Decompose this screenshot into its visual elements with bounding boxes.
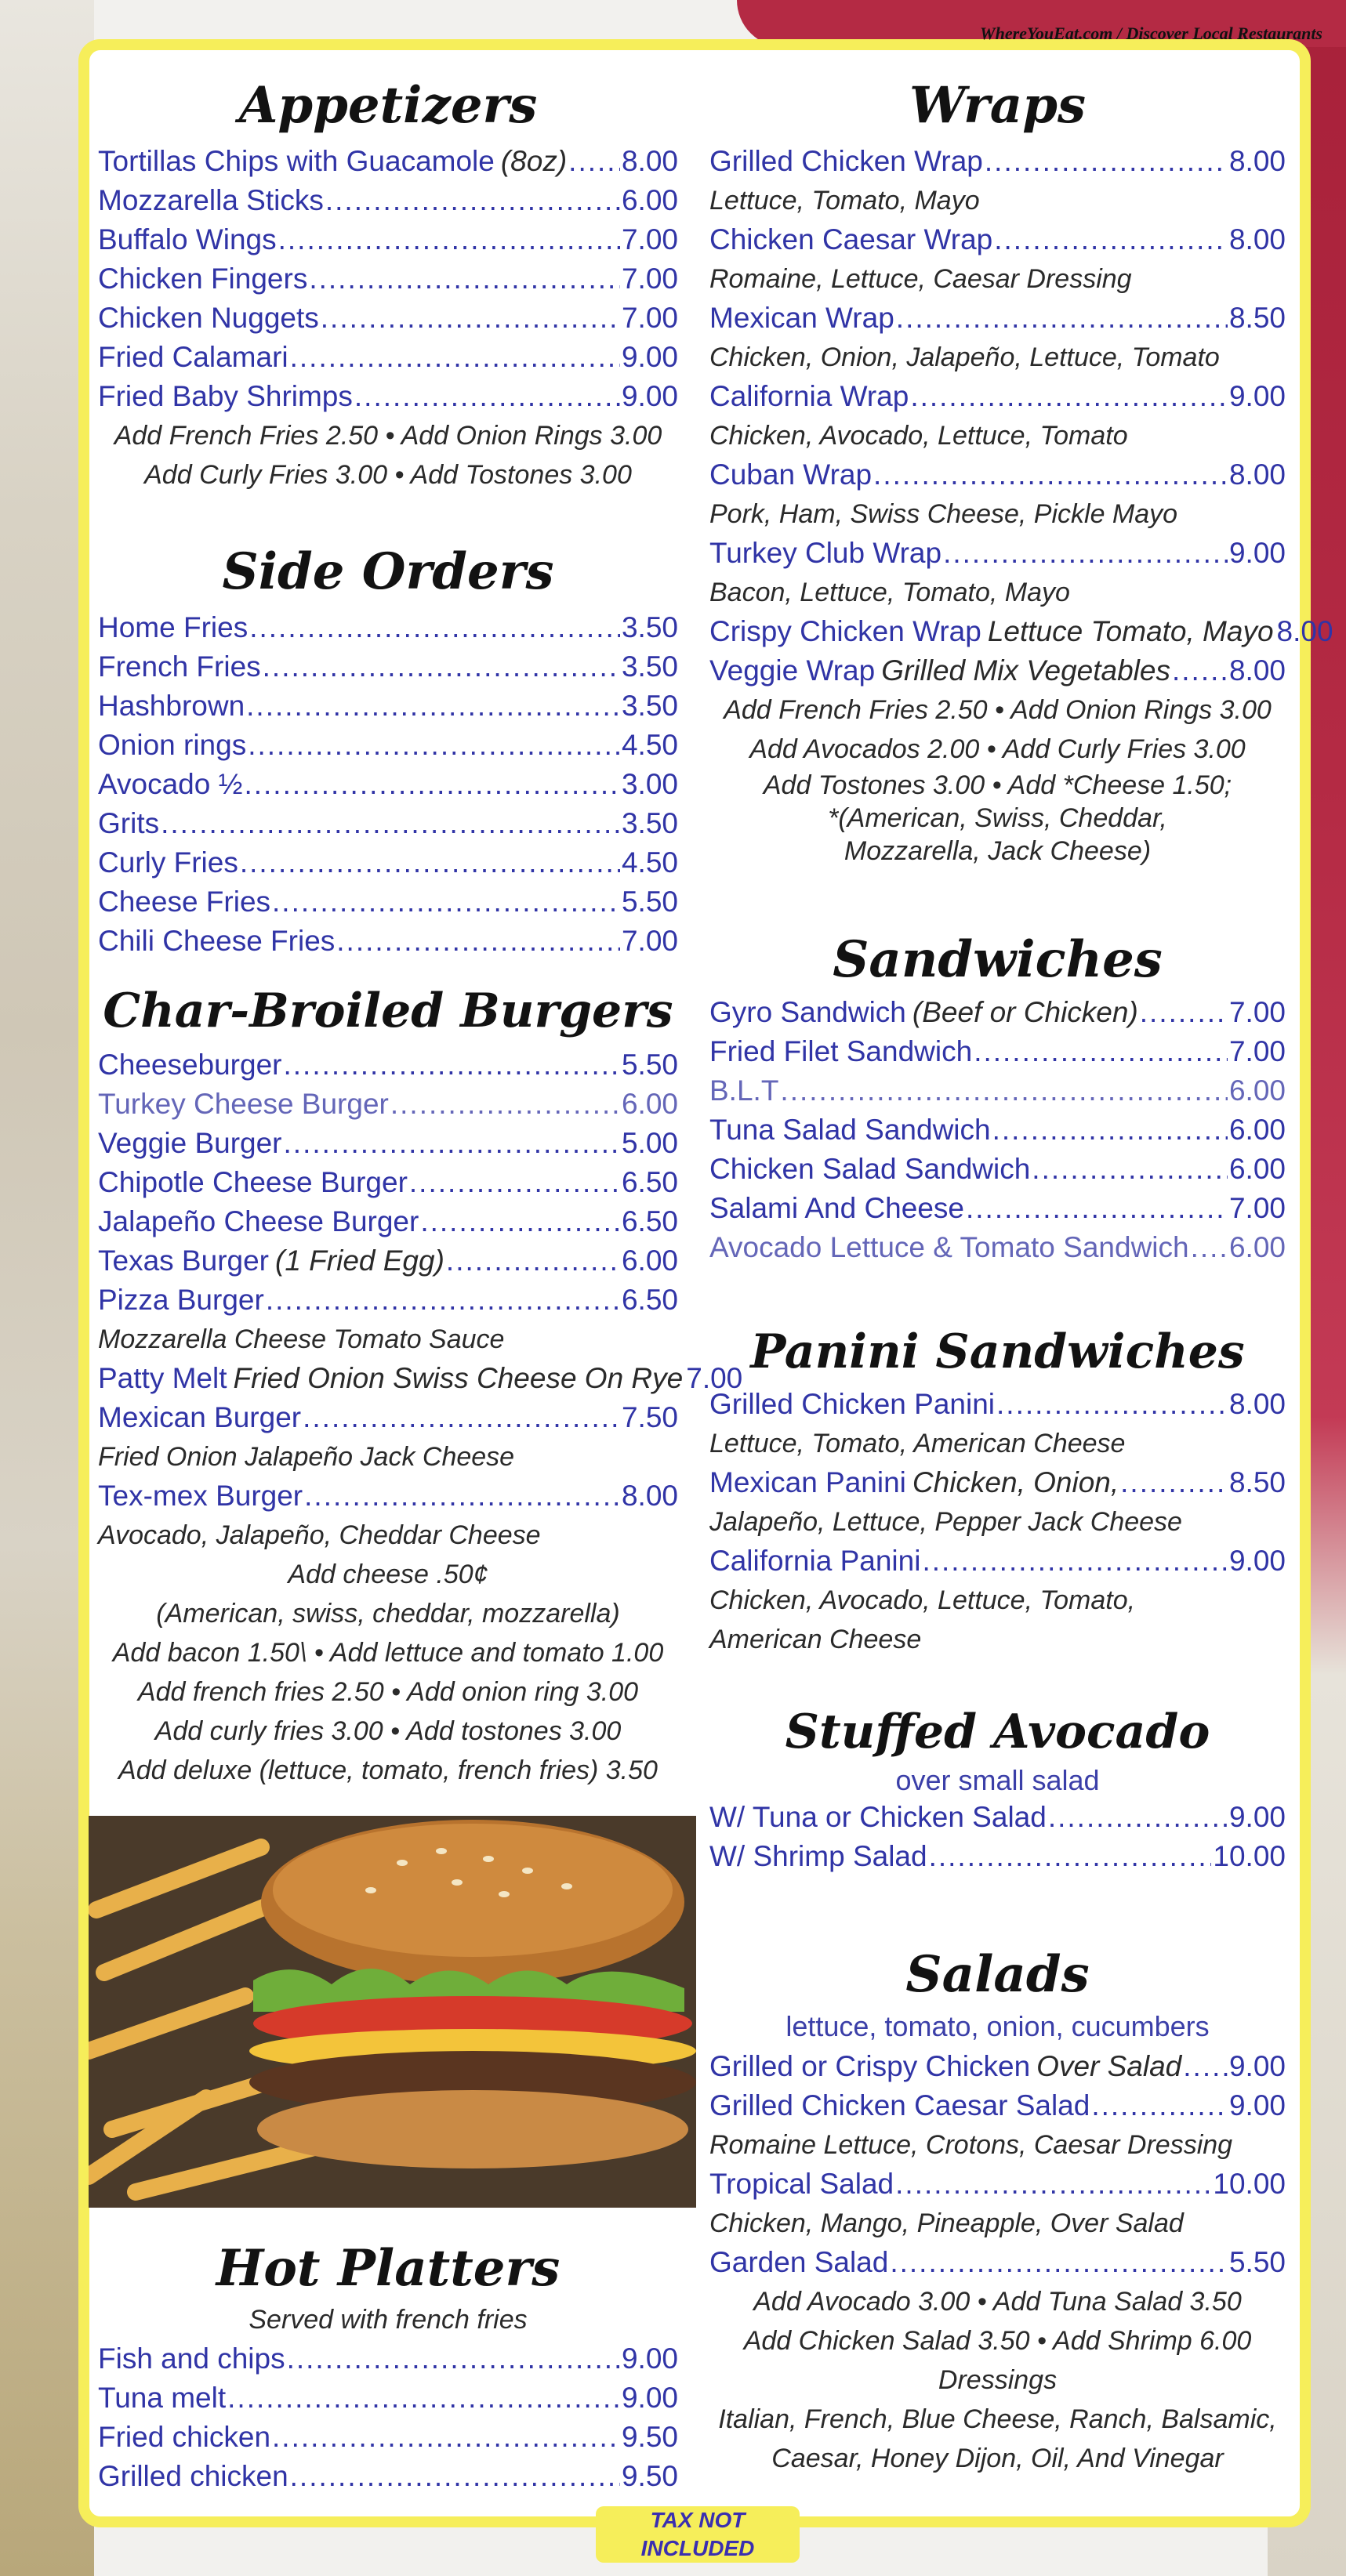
- menu-item: Crispy Chicken Wrap Lettuce Tomato, Mayo 8.00: [709, 615, 1333, 647]
- item-description: Chicken, Avocado, Lettuce, Tomato,: [709, 1585, 1136, 1615]
- addon-note: Add french fries 2.50 • Add onion ring 3.00: [137, 1677, 639, 1707]
- item-description: Bacon, Lettuce, Tomato, Mayo: [709, 578, 1070, 607]
- menu-item: Gyro Sandwich (Beef or Chicken) ..... 7.00: [709, 993, 1286, 1032]
- menu-item: Home Fries ..... 3.50: [98, 608, 678, 647]
- menu-item: Cheese Fries ..... 5.50: [98, 882, 678, 922]
- section-subtitle: Served with french fries: [249, 2305, 528, 2335]
- item-description: Lettuce, Tomato, Mayo: [709, 186, 980, 216]
- menu-item: Grilled or Crispy Chicken Over Salad ..... 9.00: [709, 2047, 1286, 2086]
- menu-item: Mexican Burger ..... 7.50: [98, 1398, 678, 1437]
- addon-note: Add Curly Fries 3.00 • Add Tostones 3.00: [144, 460, 632, 490]
- panini-section: [709, 1321, 1286, 1659]
- menu-item: Mozzarella Sticks ..... 6.00: [98, 181, 678, 220]
- menu-item: California Panini ..... 9.00: [709, 1542, 1286, 1581]
- menu-item: Veggie Wrap Grilled Mix Vegetables ..... 8.00: [709, 651, 1286, 690]
- section-title: Panini Sandwiches: [750, 1324, 1245, 1379]
- dressings-list: Caesar, Honey Dijon, Oil, And Vinegar: [771, 2444, 1224, 2473]
- menu-item: Buffalo Wings ..... 7.00: [98, 220, 678, 259]
- addon-note: Add Avocado 3.00 • Add Tuna Salad 3.50: [753, 2287, 1242, 2317]
- watermark: WhereYouEat.com / Discover Local Restaurants: [980, 24, 1322, 43]
- section-subtitle: over small salad: [895, 1764, 1100, 1796]
- menu-item: Mexican Panini Chicken, Onion, ..... 8.50: [709, 1463, 1286, 1502]
- menu-item: Chicken Fingers ..... 7.00: [98, 259, 678, 299]
- menu-item: Chili Cheese Fries ..... 7.00: [98, 922, 678, 961]
- menu-item: Turkey Cheese Burger ..... 6.00: [98, 1085, 678, 1124]
- section-title: Wraps: [909, 76, 1086, 135]
- addon-note: Add Tostones 3.00 • Add *Cheese 1.50;: [763, 770, 1232, 800]
- menu-item: Grilled Chicken Wrap ..... 8.00: [709, 142, 1286, 181]
- dressings-heading: Dressings: [938, 2365, 1058, 2395]
- menu-item: W/ Tuna or Chicken Salad ..... 9.00: [709, 1798, 1286, 1837]
- menu-item: Texas Burger (1 Fried Egg) ..... 6.00: [98, 1241, 678, 1281]
- menu-item: Tortillas Chips with Guacamole (8oz) ..... 8.00: [98, 142, 678, 181]
- menu-item: Fried chicken ..... 9.50: [98, 2418, 678, 2457]
- item-description: Jalapeño, Lettuce, Pepper Jack Cheese: [709, 1507, 1182, 1537]
- section-title: Stuffed Avocado: [785, 1705, 1210, 1759]
- menu-item: Chicken Nuggets ..... 7.00: [98, 299, 678, 338]
- section-title: Salads: [905, 1945, 1090, 2004]
- section-title: Char-Broiled Burgers: [103, 984, 673, 1038]
- menu-item: Tuna melt ..... 9.00: [98, 2379, 678, 2418]
- item-description: Chicken, Avocado, Lettuce, Tomato: [709, 421, 1128, 451]
- menu-item: B.L.T ..... 6.00: [709, 1071, 1286, 1110]
- burgers-section: [98, 980, 743, 1790]
- menu-item: Chicken Salad Sandwich ..... 6.00: [709, 1150, 1286, 1189]
- menu-item: Onion rings ..... 4.50: [98, 726, 678, 765]
- menu-item: Avocado ½ ..... 3.00: [98, 765, 678, 804]
- menu-item: Mexican Wrap ..... 8.50: [709, 299, 1286, 338]
- sandwiches-section: [709, 929, 1286, 1267]
- item-description: Romaine, Lettuce, Caesar Dressing: [709, 264, 1132, 294]
- addon-note: (American, swiss, cheddar, mozzarella): [156, 1599, 620, 1629]
- menu-item: Pizza Burger ..... 6.50: [98, 1281, 678, 1320]
- menu-item: Fish and chips ..... 9.00: [98, 2339, 678, 2379]
- burger-illustration: [89, 1816, 696, 2208]
- menu-item: Grilled Chicken Caesar Salad ..... 9.00: [709, 2086, 1286, 2125]
- menu-item: Fried Filet Sandwich ..... 7.00: [709, 1032, 1286, 1071]
- addon-note: Add Chicken Salad 3.50 • Add Shrimp 6.00: [743, 2326, 1252, 2356]
- salads-section: [709, 1944, 1286, 2478]
- hot-platters-section: [98, 2237, 678, 2496]
- menu-item: Cheeseburger ..... 5.50: [98, 1045, 678, 1085]
- menu-item: Chicken Caesar Wrap ..... 8.00: [709, 220, 1286, 259]
- menu-item: Tropical Salad ..... 10.00: [709, 2165, 1286, 2204]
- menu-item: Patty Melt Fried Onion Swiss Cheese On Rye 7.00: [98, 1362, 743, 1394]
- addon-note: Add deluxe (lettuce, tomato, french fries) 3.50: [118, 1755, 658, 1785]
- addon-note: Mozzarella, Jack Cheese): [844, 836, 1152, 866]
- menu-item: Tuna Salad Sandwich ..... 6.00: [709, 1110, 1286, 1150]
- section-subtitle: lettuce, tomato, onion, cucumbers: [785, 2010, 1210, 2042]
- item-description: Chicken, Mango, Pineapple, Over Salad: [709, 2208, 1184, 2238]
- addon-note: Add bacon 1.50\ • Add lettuce and tomato 1.00: [112, 1638, 664, 1668]
- menu-item: Tex-mex Burger ..... 8.00: [98, 1476, 678, 1516]
- menu-item: Fried Baby Shrimps ..... 9.00: [98, 377, 678, 416]
- menu-item: Hashbrown ..... 3.50: [98, 687, 678, 726]
- tax-notice: TAX NOT INCLUDED: [596, 2506, 800, 2563]
- wraps-section: [709, 74, 1333, 868]
- stuffed-avocado-section: [709, 1701, 1286, 1876]
- menu-item: Salami And Cheese ..... 7.00: [709, 1189, 1286, 1228]
- menu-item: California Wrap ..... 9.00: [709, 377, 1286, 416]
- addon-note: *(American, Swiss, Cheddar,: [828, 803, 1167, 833]
- item-description: Lettuce, Tomato, American Cheese: [709, 1429, 1126, 1458]
- addon-note: Add French Fries 2.50 • Add Onion Rings 3.00: [114, 421, 662, 451]
- section-title: Appetizers: [238, 76, 538, 135]
- section-title: Side Orders: [222, 542, 554, 601]
- side-orders-section: [98, 541, 678, 961]
- menu-item: Grilled chicken ..... 9.50: [98, 2457, 678, 2496]
- item-description: Pork, Ham, Swiss Cheese, Pickle Mayo: [709, 499, 1178, 529]
- addon-note: Add Avocados 2.00 • Add Curly Fries 3.00: [749, 734, 1246, 764]
- menu-item: W/ Shrimp Salad ..... 10.00: [709, 1837, 1286, 1876]
- menu-item: Chipotle Cheese Burger ..... 6.50: [98, 1163, 678, 1202]
- menu-item: Jalapeño Cheese Burger ..... 6.50: [98, 1202, 678, 1241]
- addon-note: Add curly fries 3.00 • Add tostones 3.00: [154, 1716, 622, 1746]
- menu-item: Turkey Club Wrap ..... 9.00: [709, 534, 1286, 573]
- addon-note: Add cheese .50¢: [288, 1560, 488, 1589]
- menu-item: French Fries ..... 3.50: [98, 647, 678, 687]
- item-description: Fried Onion Jalapeño Jack Cheese: [98, 1442, 515, 1472]
- appetizers-section: [98, 74, 678, 495]
- section-title: Hot Platters: [216, 2239, 561, 2298]
- menu-item: Fried Calamari ..... 9.00: [98, 338, 678, 377]
- menu-item: Grilled Chicken Panini ..... 8.00: [709, 1385, 1286, 1424]
- menu-item: Garden Salad ..... 5.50: [709, 2243, 1286, 2282]
- menu-item: Veggie Burger ..... 5.00: [98, 1124, 678, 1163]
- item-description: Avocado, Jalapeño, Cheddar Cheese: [98, 1520, 541, 1550]
- dressings-list: Italian, French, Blue Cheese, Ranch, Balsamic,: [718, 2404, 1277, 2434]
- item-description: Mozzarella Cheese Tomato Sauce: [98, 1324, 505, 1354]
- menu-item: Grits ..... 3.50: [98, 804, 678, 843]
- section-title: Sandwiches: [833, 930, 1163, 989]
- menu-item: Curly Fries ..... 4.50: [98, 843, 678, 882]
- item-description: Chicken, Onion, Jalapeño, Lettuce, Tomato: [709, 342, 1220, 372]
- addon-note: Add French Fries 2.50 • Add Onion Rings 3.00: [724, 695, 1272, 725]
- burger-photo: [89, 1816, 696, 2208]
- menu-item: Avocado Lettuce & Tomato Sandwich ..... 6.00: [709, 1228, 1286, 1267]
- item-description: American Cheese: [709, 1625, 922, 1654]
- item-description: Romaine Lettuce, Crotons, Caesar Dressing: [709, 2130, 1233, 2160]
- menu-item: Cuban Wrap ..... 8.00: [709, 455, 1286, 495]
